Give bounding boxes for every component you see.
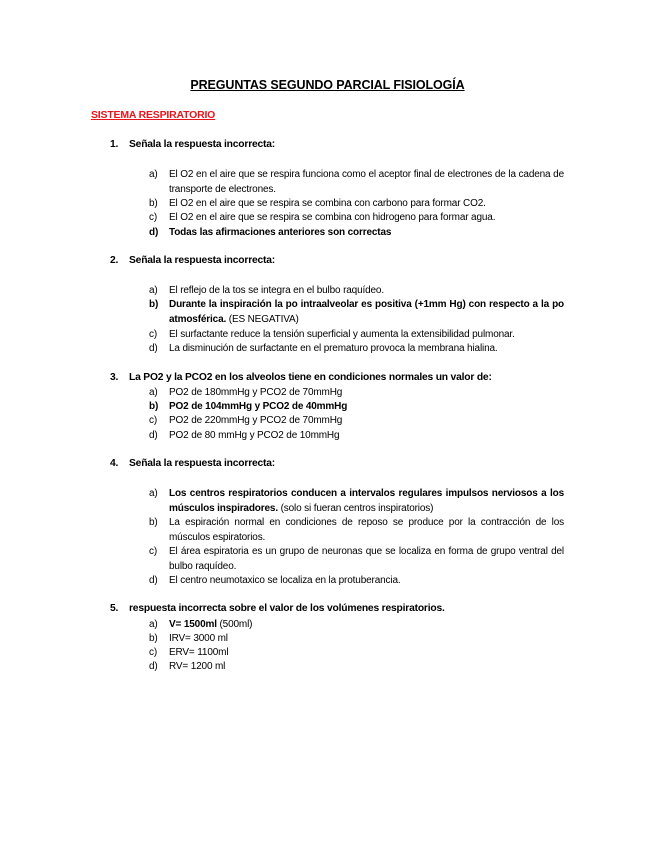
option-letter: a) xyxy=(149,387,158,398)
question-4 xyxy=(110,458,275,469)
option-text: Los centros respiratorios conducen a intervalos regulares impulsos nerviosos a los músculos inspiradores. xyxy=(169,488,564,514)
option-3b xyxy=(149,400,564,415)
option-1c xyxy=(149,211,564,226)
option-letter: b) xyxy=(149,299,159,310)
option-letter: d) xyxy=(149,430,158,441)
question-5 xyxy=(110,603,445,614)
option-text: ERV= 1100ml xyxy=(169,647,229,658)
option-letter: c) xyxy=(149,546,158,557)
option-letter: c) xyxy=(149,212,158,223)
option-1d xyxy=(149,226,564,241)
option-text: V= 1500ml xyxy=(169,619,217,630)
option-4c xyxy=(149,545,564,574)
option-4b xyxy=(149,516,564,545)
page-title: PREGUNTAS SEGUNDO PARCIAL FISIOLOGÍA xyxy=(190,78,465,92)
option-text: La espiración normal en condiciones de reposo se produce por la contracción de los músculos espiratorios. xyxy=(169,517,564,543)
option-text: PO2 de 104mmHg y PCO2 de 40mmHg xyxy=(169,401,348,412)
option-2d xyxy=(149,342,564,357)
option-text: El surfactante reduce la tensión superficial y aumenta la extensibilidad pulmonar. xyxy=(169,329,515,340)
option-5c xyxy=(149,646,564,661)
option-letter: d) xyxy=(149,575,158,586)
question-text: Señala la respuesta incorrecta: xyxy=(129,139,276,150)
section-heading: SISTEMA RESPIRATORIO xyxy=(91,109,216,121)
question-text: respuesta incorrecta sobre el valor de los volúmenes respiratorios. xyxy=(129,603,445,614)
option-note: (solo si fueran centros inspiratorios) xyxy=(280,502,434,514)
option-letter: c) xyxy=(149,647,158,658)
option-5d xyxy=(149,660,564,675)
option-note: (ES NEGATIVA) xyxy=(228,313,299,325)
question-2 xyxy=(110,255,275,266)
option-5a xyxy=(149,618,564,633)
question-3 xyxy=(110,372,492,383)
option-3a xyxy=(149,386,564,401)
question-1 xyxy=(110,139,275,150)
question-text: Señala la respuesta incorrecta: xyxy=(129,458,276,469)
question-number: 3. xyxy=(110,372,119,383)
option-text: Todas las afirmaciones anteriores son correctas xyxy=(169,227,392,238)
option-text: La disminución de surfactante en el prematuro provoca la membrana hialina. xyxy=(169,343,498,354)
option-letter: d) xyxy=(149,661,158,672)
option-1a xyxy=(149,168,564,197)
option-text: El O2 en el aire que se respira se combina con hidrogeno para formar agua. xyxy=(169,212,496,223)
question-number: 5. xyxy=(110,603,119,614)
option-letter: a) xyxy=(149,488,158,499)
option-letter: b) xyxy=(149,401,159,412)
option-letter: d) xyxy=(149,343,158,354)
option-text: El reflejo de la tos se integra en el bulbo raquídeo. xyxy=(169,285,384,296)
option-1b xyxy=(149,197,564,212)
option-2c xyxy=(149,328,564,343)
option-2a xyxy=(149,284,564,299)
option-letter: a) xyxy=(149,169,158,180)
option-text: PO2 de 80 mmHg y PCO2 de 10mmHg xyxy=(169,430,340,441)
option-letter: c) xyxy=(149,329,158,340)
option-letter: a) xyxy=(149,285,158,296)
option-letter: b) xyxy=(149,517,158,528)
option-text: El centro neumotaxico se localiza en la protuberancia. xyxy=(169,575,401,586)
question-text: La PO2 y la PCO2 en los alveolos tiene en condiciones normales un valor de: xyxy=(129,372,492,383)
option-text: El área espiratoria es un grupo de neuronas que se localiza en forma de grupo ventral del bulbo raquídeo. xyxy=(169,546,564,572)
option-3c xyxy=(149,414,564,429)
option-3d xyxy=(149,429,564,444)
option-text: IRV= 3000 ml xyxy=(169,633,228,644)
question-number: 4. xyxy=(110,458,119,469)
question-text: Señala la respuesta incorrecta: xyxy=(129,255,276,266)
option-text: PO2 de 180mmHg y PCO2 de 70mmHg xyxy=(169,387,343,398)
option-text: PO2 de 220mmHg y PCO2 de 70mmHg xyxy=(169,415,343,426)
option-letter: b) xyxy=(149,633,158,644)
option-text: El O2 en el aire que se respira funciona como el aceptor final de electrones de la cadena de transporte de electrones. xyxy=(169,169,564,195)
option-text: RV= 1200 ml xyxy=(169,661,226,672)
option-letter: c) xyxy=(149,415,158,426)
option-letter: b) xyxy=(149,198,158,209)
option-2b xyxy=(149,298,564,327)
option-letter: a) xyxy=(149,619,158,630)
option-letter: d) xyxy=(149,227,159,238)
option-5b xyxy=(149,632,564,647)
option-note: (500ml) xyxy=(219,619,253,630)
option-text: El O2 en el aire que se respira se combina con carbono para formar CO2. xyxy=(169,198,486,209)
option-4a xyxy=(149,487,564,516)
question-number: 1. xyxy=(110,139,119,150)
option-text: Durante la inspiración la po intraalveolar es positiva (+1mm Hg) con respecto a la po atmosférica. xyxy=(169,299,564,325)
question-number: 2. xyxy=(110,255,119,266)
option-4d xyxy=(149,574,564,589)
